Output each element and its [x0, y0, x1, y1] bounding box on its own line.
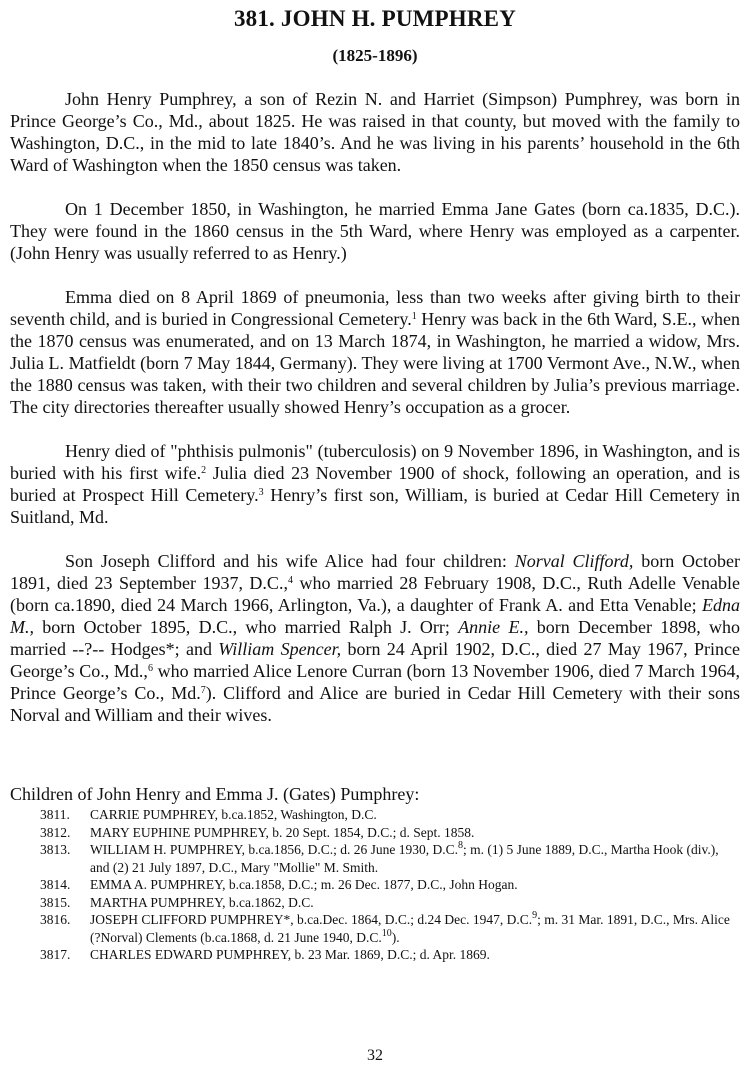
entry-text-part: ).: [391, 929, 400, 945]
child-entry: [40, 876, 740, 894]
child-entry: [40, 841, 740, 876]
footnote-ref: 2: [201, 465, 207, 476]
entry-number: 3814.: [40, 877, 71, 892]
paragraph-text: Julia died 23 November 1900 of shock, following an operation, and is buried at Prospect Hill Cemetery.: [10, 463, 740, 505]
children-list: [40, 806, 740, 964]
paragraph-text: who married Alice Lenore Curran (born 13 November 1906, died 7 March 1964, Prince George’s Co., Md.: [10, 661, 740, 703]
paragraph-text: ). Clifford and Alice are buried in Cedar Hill Cemetery with their sons Norval and William and their wives.: [10, 683, 740, 725]
paragraph-2: On 1 December 1850, in Washington, he married Emma Jane Gates (born ca.1835, D.C.). They were found in the 1860 census in the 5th Ward, where Henry was employed as a carpenter. (John Henry was usually referred to as Henry.): [10, 199, 740, 263]
entry-number: 3815.: [40, 894, 71, 910]
entry-number: 3816.: [40, 912, 71, 927]
entry-text: CARRIE PUMPHREY, b.ca.1852, Washington, D.C.: [90, 807, 377, 822]
paragraph-5: [10, 550, 740, 726]
life-dates: (1825-1896): [332, 46, 418, 65]
entry-text-part: ; m. (1) 5 June 1889, D.C., Martha Hook (div.), and (2) 21 July 1897, D.C., Mary "Mollie" M. Smith.: [90, 842, 719, 875]
page-title: 381. JOHN H. PUMPHREY: [233, 6, 517, 31]
child-entry: [40, 894, 740, 912]
paragraph-text: who married 28 February 1908, D.C., Ruth Adelle Venable (born ca.1890, died 24 March 1966, Arlington, Va.), a daughter of Frank A. and Etta Venable;: [10, 573, 740, 615]
child-entry: [40, 824, 740, 842]
entry-text-part: ; m. 31 Mar. 1891, D.C., Mrs. Alice (?Norval) Clements (b.ca.1868, d. 21 June 1940, D.C.: [90, 912, 730, 945]
entry-text-part: JOSEPH CLIFFORD PUMPHREY*, b.ca.Dec. 1864, D.C.; d.24 Dec. 1947, D.C.: [90, 912, 533, 927]
footnote-ref: 3: [258, 487, 264, 498]
child-entry: [40, 911, 740, 946]
page-number: 32: [367, 1047, 383, 1064]
paragraph-text: Henry died of "phthisis pulmonis" (tuberculosis) on 9 November 1896, in Washington, and is buried with his first wife.: [10, 441, 740, 483]
paragraph-text: Emma died on 8 April 1869 of pneumonia, less than two weeks after giving birth to their seventh child, and is buried in Congressional Cemetery.: [10, 287, 740, 329]
footnote-ref: 8: [458, 840, 463, 851]
entry-number: 3817.: [40, 947, 71, 962]
child-entry: [40, 806, 740, 824]
footnote-ref: 10: [381, 927, 392, 939]
child-entry: [40, 946, 740, 964]
person-name: Annie E.,: [458, 617, 529, 637]
entry-text-part: WILLIAM H. PUMPHREY, b.ca.1856, D.C.; d. 26 June 1930, D.C.: [90, 842, 458, 857]
paragraph-text: Son Joseph Clifford and his wife Alice had four children:: [65, 551, 515, 571]
entry-text: [90, 841, 740, 876]
entry-number: 3811.: [40, 807, 70, 822]
paragraph-text: Henry’s first son, William, is buried at Cedar Hill Cemetery in Suitland, Md.: [10, 485, 740, 527]
footnote-ref: 4: [287, 575, 293, 586]
entry-text: MARY EUPHINE PUMPHREY, b. 20 Sept. 1854, D.C.; d. Sept. 1858.: [90, 824, 475, 840]
person-name: William Spencer,: [218, 639, 342, 659]
footnote-ref: 1: [411, 311, 417, 322]
paragraph-4: [10, 440, 740, 528]
entry-text: CHARLES EDWARD PUMPHREY, b. 23 Mar. 1869, D.C.; d. Apr. 1869.: [90, 947, 490, 962]
biography-text: [10, 88, 740, 748]
paragraph-3: [10, 286, 740, 418]
entry-text: MARTHA PUMPHREY, b.ca.1862, D.C.: [90, 894, 314, 910]
entry-text: EMMA A. PUMPHREY, b.ca.1858, D.C.; m. 26 Dec. 1877, D.C., John Hogan.: [90, 877, 518, 892]
entry-number: 3812.: [40, 824, 71, 840]
footnote-ref: 7: [200, 685, 206, 696]
footnote-ref: 9: [532, 910, 538, 921]
footnote-ref: 6: [147, 663, 153, 674]
entry-text: [90, 911, 740, 946]
entry-number: 3813.: [40, 842, 71, 857]
paragraph-text: Henry was back in the 6th Ward, S.E., when the 1870 census was enumerated, and on 13 March 1874, in Washington, he married a widow, Mrs. Julia L. Matfieldt (born 7 May 1844, Germany). They were living at 1700 Vermont Ave., N.W., when the 1880 census was taken, with their two children and several children by Julia’s previous marriage. The city directories thereafter usually showed Henry’s occupation as a grocer.: [10, 309, 740, 417]
paragraph-text: born December 1898, who married --?-- Hodges*; and: [10, 617, 740, 659]
paragraph-text: born October 1895, D.C., who married Ralph J. Orr;: [34, 617, 459, 637]
paragraph-text: born October 1891, died 23 September 1937, D.C.,: [10, 551, 741, 593]
paragraph-1: John Henry Pumphrey, a son of Rezin N. and Harriet (Simpson) Pumphrey, was born in Prince George’s Co., Md., about 1825. He was raised in that county, but moved with the family to Washington, D.C., in the mid to late 1840’s. And he was living in his parents’ household in the 6th Ward of Washington when the 1850 census was taken.: [10, 89, 740, 175]
person-name: Norval Clifford,: [514, 551, 634, 571]
children-heading: Children of John Henry and Emma J. (Gates) Pumphrey:: [10, 784, 420, 804]
person-name: Edna M.,: [10, 595, 740, 637]
paragraph-text: born 24 April 1902, D.C., died 27 May 1967, Prince George’s Co., Md.,: [10, 639, 740, 681]
